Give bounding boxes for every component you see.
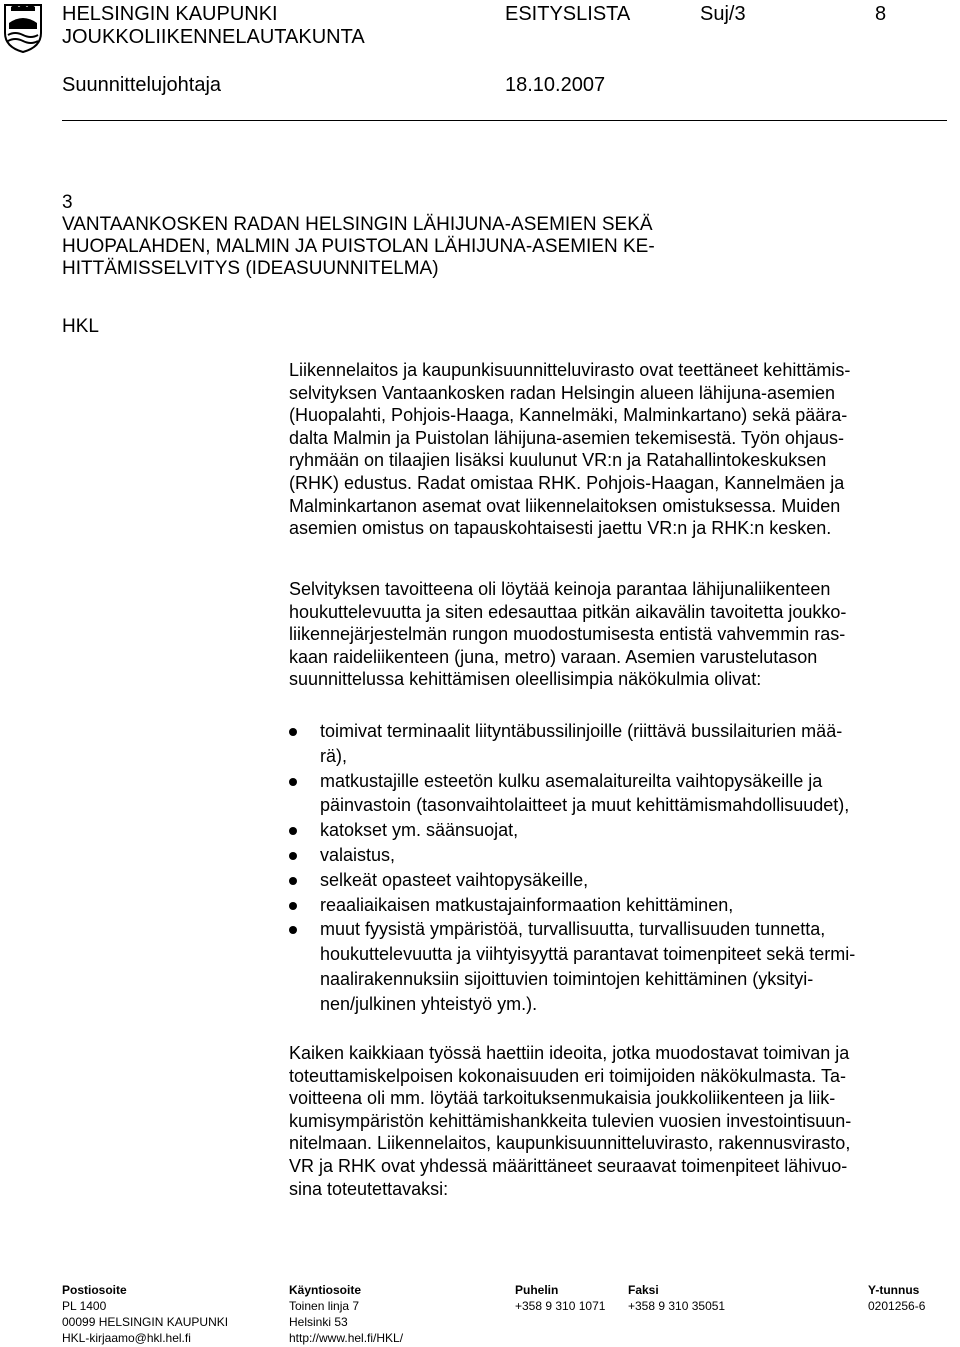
footer-postal-address — [62, 1282, 228, 1346]
text-line: reaaliaikaisen matkustajainformaation kehittäminen, — [320, 894, 734, 915]
text-line: nen/julkinen yhteistyö ym.). — [320, 993, 538, 1014]
text-line: päinvastoin (tasonvaihtolaitteet ja muut kehittämismahdollisuudet), — [320, 795, 850, 816]
text-line: ryhmään on tilaajien lisäksi kuulunut VR:n ja Ratahallintokeskuksen — [289, 450, 827, 471]
footer-label: Y-tunnus — [868, 1283, 920, 1297]
bullet-icon — [289, 728, 297, 736]
text-line: muut fyysistä ympäristöä, turvallisuutta, turvallisuuden tunnetta, — [320, 919, 826, 940]
text-line: Malminkartanon asemat ovat liikennelaitoksen omistuksessa. Muiden — [289, 495, 841, 516]
text-line: naalirakennuksiin sijoittuvien toimintojen kehittäminen (yksityi- — [320, 968, 814, 989]
text-line: selvityksen Vantaankosken radan Helsingin alueen lähijuna-asemien — [289, 382, 836, 403]
list-item — [289, 769, 959, 819]
bullet-icon — [289, 877, 297, 885]
footer-value: 0201256-6 — [868, 1299, 926, 1313]
reference-code: HKL — [62, 316, 99, 337]
bullet-list — [289, 719, 959, 1017]
text-line: VR ja RHK ovat yhdessä määrittäneet seuraavat toimenpiteet lähivuo- — [289, 1155, 848, 1176]
text-line: Liikennelaitos ja kaupunkisuunnitteluvirasto ovat teettäneet kehittämis- — [289, 360, 851, 380]
text-line: rä), — [320, 745, 347, 766]
text-line: toimivat terminaalit liityntäbussilinjoille (riittävä bussilaiturien mää- — [320, 721, 843, 741]
footer-fax — [628, 1282, 725, 1314]
text-line: valaistus, — [320, 844, 396, 865]
text-line: suunnittelussa kehittämisen oleellisimpia näkökulmia olivat: — [289, 669, 762, 690]
footer-phone — [515, 1282, 605, 1314]
text-line: voitteena oli mm. löytää tarkoituksenmukaisia joukkoliikenteen ja liik- — [289, 1088, 836, 1109]
title-line: HITTÄMISSELVITYS (IDEASUUNNITELMA) — [62, 258, 439, 279]
footer-value: Helsinki 53 — [289, 1315, 348, 1329]
text-line: houkuttelevuutta ja viihtyisyyttä parantavat toimenpiteet sekä termi- — [320, 944, 856, 965]
text-line: houkuttelevuutta ja siten edesauttaa pitkän aikavälin tavoitetta joukko- — [289, 601, 847, 622]
list-item — [289, 868, 959, 893]
section-code: Suj/3 — [700, 3, 746, 25]
list-item — [289, 917, 959, 1016]
text-line: Selvityksen tavoitteena oli löytää keinoja parantaa lähijunaliikenteen — [289, 579, 831, 599]
text-line: selkeät opasteet vaihtopysäkeille, — [320, 869, 589, 890]
footer-business-id — [868, 1282, 925, 1314]
agenda-item-title — [62, 192, 655, 280]
text-line: dalta Malmin ja Puistolan lähijuna-asemien tekemisestä. Työn ohjaus- — [289, 427, 844, 448]
bullet-icon — [289, 926, 297, 934]
city-crest-logo — [3, 3, 43, 53]
text-line: katokset ym. säänsuojat, — [320, 820, 519, 841]
text-line: (RHK) edustus. Radat omistaa RHK. Pohjois-Haagan, Kannelmäen ja — [289, 472, 845, 493]
footer-value: PL 1400 — [62, 1299, 107, 1313]
bullet-icon — [289, 902, 297, 910]
author-title: Suunnittelujohtaja — [62, 74, 222, 96]
document-type: ESITYSLISTA — [505, 3, 631, 25]
paragraph-2 — [289, 578, 949, 691]
text-line: sina toteutettavaksi: — [289, 1178, 449, 1199]
page-number: 8 — [875, 3, 887, 25]
footer-value: +358 9 310 35051 — [628, 1299, 726, 1313]
title-line: HUOPALAHDEN, MALMIN JA PUISTOLAN LÄHIJUNA-ASEMIEN KE- — [62, 236, 655, 257]
org-department: JOUKKOLIIKENNELAUTAKUNTA — [62, 26, 365, 48]
footer-value: +358 9 310 1071 — [515, 1299, 606, 1313]
list-item — [289, 843, 959, 868]
list-item — [289, 818, 959, 843]
paragraph-1 — [289, 359, 949, 540]
text-line: matkustajille esteetön kulku asemalaitureilta vaihtopysäkeille ja — [320, 770, 823, 791]
footer-value: Toinen linja 7 — [289, 1299, 360, 1313]
list-item — [289, 893, 959, 918]
footer-label: Puhelin — [515, 1283, 559, 1297]
footer-label: Käyntiosoite — [289, 1283, 362, 1297]
header-divider — [62, 120, 947, 121]
footer-value: 00099 HELSINGIN KAUPUNKI — [62, 1315, 229, 1329]
org-name: HELSINGIN KAUPUNKI — [62, 3, 278, 25]
text-line: Kaiken kaikkiaan työssä haettiin ideoita, jotka muodostavat toimivan ja — [289, 1043, 850, 1063]
document-date: 18.10.2007 — [505, 74, 606, 96]
title-line: VANTAANKOSKEN RADAN HELSINGIN LÄHIJUNA-ASEMIEN SEKÄ — [62, 214, 653, 235]
text-line: (Huopalahti, Pohjois-Haaga, Kannelmäki, Malminkartano) sekä päära- — [289, 405, 848, 426]
text-line: nitelmaan. Liikennelaitos, kaupunkisuunnitteluvirasto, rakennusvirasto, — [289, 1133, 851, 1154]
bullet-icon — [289, 827, 297, 835]
paragraph-3 — [289, 1042, 949, 1200]
bullet-icon — [289, 852, 297, 860]
footer-label: Faksi — [628, 1283, 659, 1297]
text-line: kumisympäristön kehittämishankkeita tulevien vuosien investointisuun- — [289, 1110, 852, 1131]
bullet-icon — [289, 778, 297, 786]
footer-label: Postiosoite — [62, 1283, 127, 1297]
text-line: asemien omistus on tapauskohtaisesti jaettu VR:n ja RHK:n kesken. — [289, 518, 832, 539]
footer-website: http://www.hel.fi/HKL/ — [289, 1331, 404, 1345]
list-item — [289, 719, 959, 769]
footer-visiting-address — [289, 1282, 403, 1346]
text-line: kaan raideliikenteen (juna, metro) varaan. Asemien varustelutason — [289, 646, 818, 667]
text-line: toteuttamiskelpoisen kokonaisuuden eri toimijoiden näkökulmasta. Ta- — [289, 1065, 846, 1086]
text-line: liikennejärjestelmän rungon muodostumisesta entistä vahvemmin ras- — [289, 624, 846, 645]
footer-email: HKL-kirjaamo@hkl.hel.fi — [62, 1331, 191, 1345]
item-number: 3 — [62, 192, 73, 213]
